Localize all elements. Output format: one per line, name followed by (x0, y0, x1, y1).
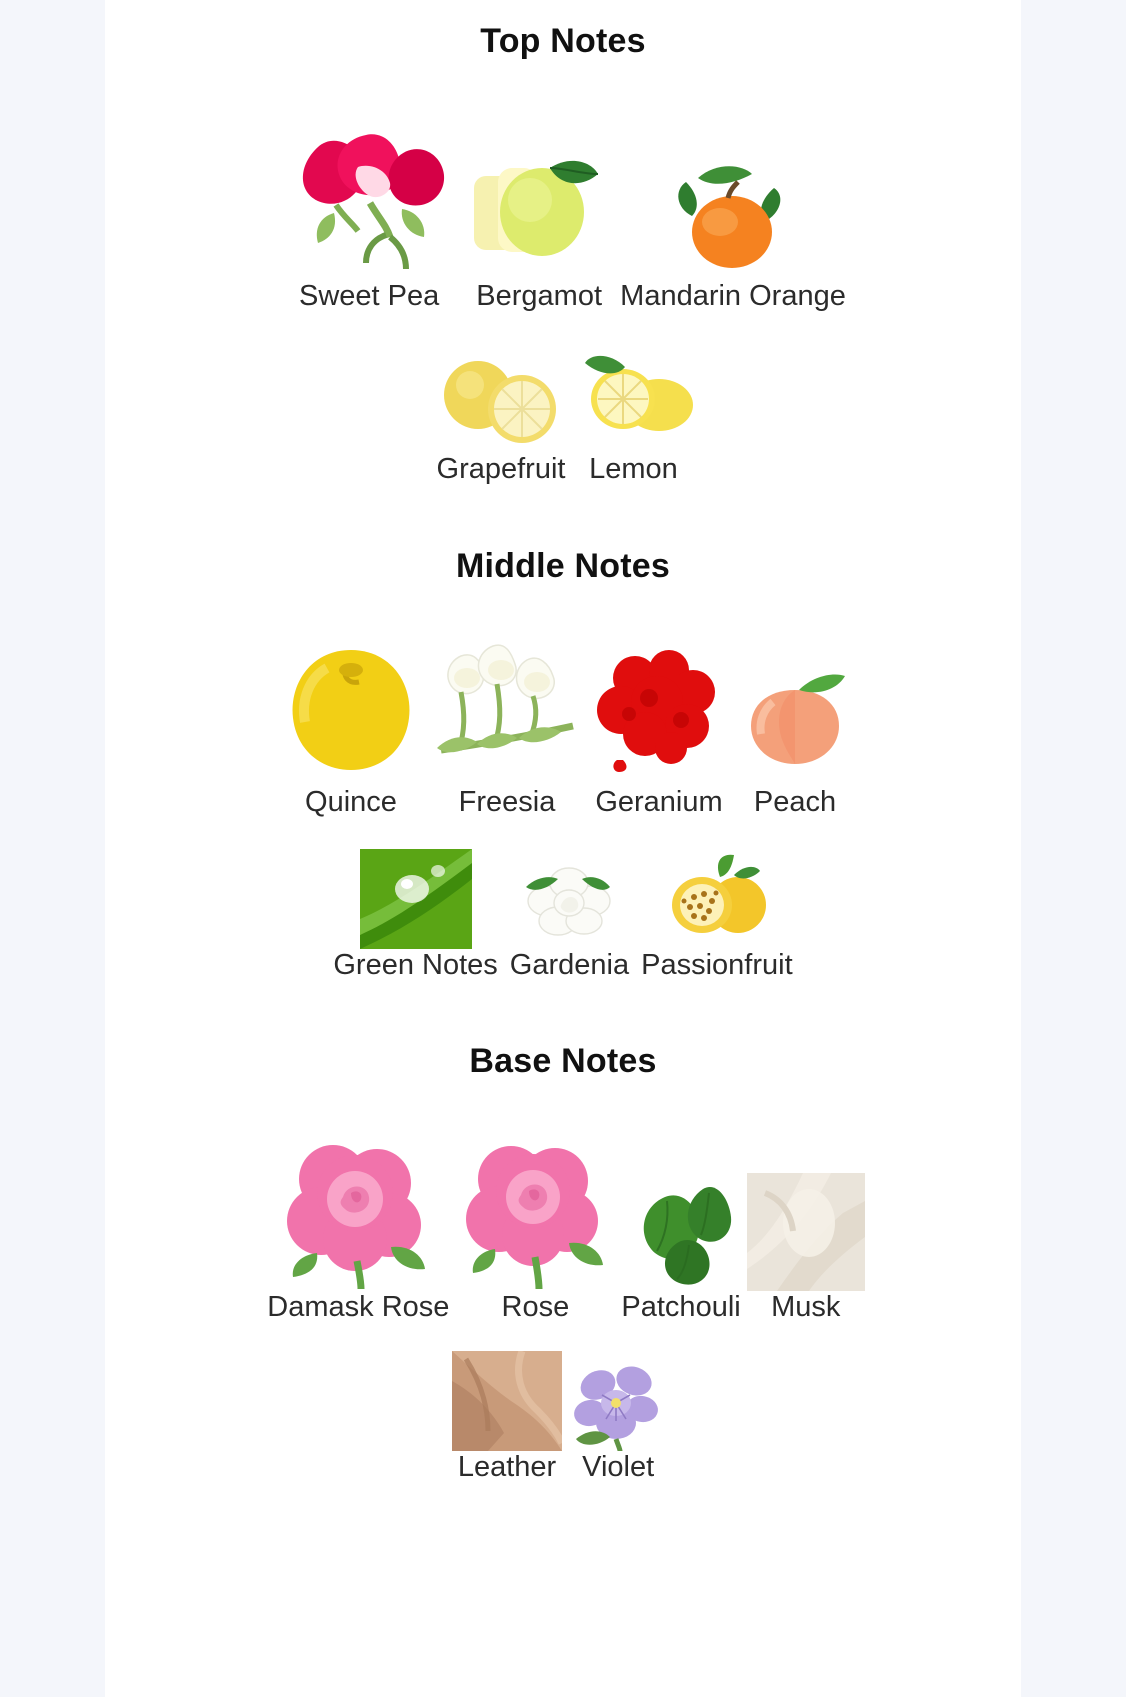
note-label: Gardenia (509, 949, 630, 982)
note-item-mandarin-orange[interactable] (614, 150, 852, 313)
note-item-patchouli[interactable] (615, 1167, 746, 1324)
geranium-image (583, 636, 735, 786)
note-item-geranium[interactable] (583, 636, 735, 819)
note-label: Green Notes (333, 949, 498, 982)
note-item-quince[interactable] (271, 626, 431, 819)
section-title-middle-notes: Middle Notes (456, 546, 670, 585)
note-item-lemon[interactable] (571, 343, 695, 486)
violet-image (562, 1351, 674, 1451)
note-item-passionfruit[interactable] (635, 849, 799, 982)
note-label: Sweet Pea (299, 280, 440, 312)
damask-rose-image (273, 1121, 443, 1291)
note-item-leather[interactable] (452, 1351, 562, 1484)
section-title-base-notes: Base Notes (469, 1042, 657, 1081)
notes-row (105, 1351, 1021, 1484)
note-label: Passionfruit (641, 949, 793, 982)
note-item-violet[interactable] (562, 1351, 674, 1484)
green-notes-image (360, 849, 472, 949)
note-item-green-notes[interactable] (327, 849, 503, 982)
musk-image (747, 1173, 865, 1291)
note-label: Damask Rose (267, 1291, 450, 1324)
freesia-image (431, 626, 583, 786)
passionfruit-image (660, 849, 774, 949)
quince-image (271, 626, 431, 786)
note-label: Bergamot (476, 280, 603, 312)
section-base-notes (105, 1042, 1021, 1484)
note-label: Musk (771, 1291, 841, 1324)
notes-sheet (105, 0, 1021, 1697)
section-title-top-notes: Top Notes (480, 22, 646, 60)
note-label: Leather (457, 1450, 557, 1483)
note-label: Quince (305, 785, 397, 818)
note-label: Patchouli (621, 1291, 741, 1324)
note-label: Rose (501, 1291, 570, 1324)
rose-image (455, 1121, 615, 1291)
note-label: Violet (582, 1450, 655, 1483)
note-label: Geranium (595, 785, 723, 818)
gardenia-image (514, 849, 624, 949)
sweet-pea-image (274, 105, 464, 280)
section-top-notes (105, 22, 1021, 487)
notes-row (105, 849, 1021, 982)
note-item-freesia[interactable] (431, 626, 583, 819)
note-item-gardenia[interactable] (504, 849, 635, 982)
notes-row (105, 1121, 1021, 1324)
mandarin-orange-image (668, 150, 798, 280)
notes-row (105, 105, 1021, 313)
note-label: Grapefruit (436, 453, 566, 486)
note-item-grapefruit[interactable] (431, 343, 572, 486)
patchouli-image (619, 1167, 743, 1291)
bergamot-image (464, 150, 614, 280)
lemon-image (571, 343, 695, 453)
note-item-rose[interactable] (455, 1121, 615, 1324)
note-item-bergamot[interactable] (464, 150, 614, 313)
peach-image (735, 656, 855, 786)
note-item-peach[interactable] (735, 656, 855, 819)
notes-row (105, 626, 1021, 819)
note-label: Mandarin Orange (620, 280, 846, 312)
note-label: Peach (753, 785, 837, 818)
leather-image (452, 1351, 562, 1451)
note-item-musk[interactable] (747, 1173, 865, 1324)
note-item-sweet-pea[interactable] (274, 105, 464, 313)
note-label: Freesia (458, 785, 556, 818)
note-item-damask-rose[interactable] (261, 1121, 455, 1324)
notes-row (105, 343, 1021, 486)
section-middle-notes (105, 547, 1021, 983)
grapefruit-image (434, 343, 568, 453)
note-label: Lemon (589, 453, 678, 486)
